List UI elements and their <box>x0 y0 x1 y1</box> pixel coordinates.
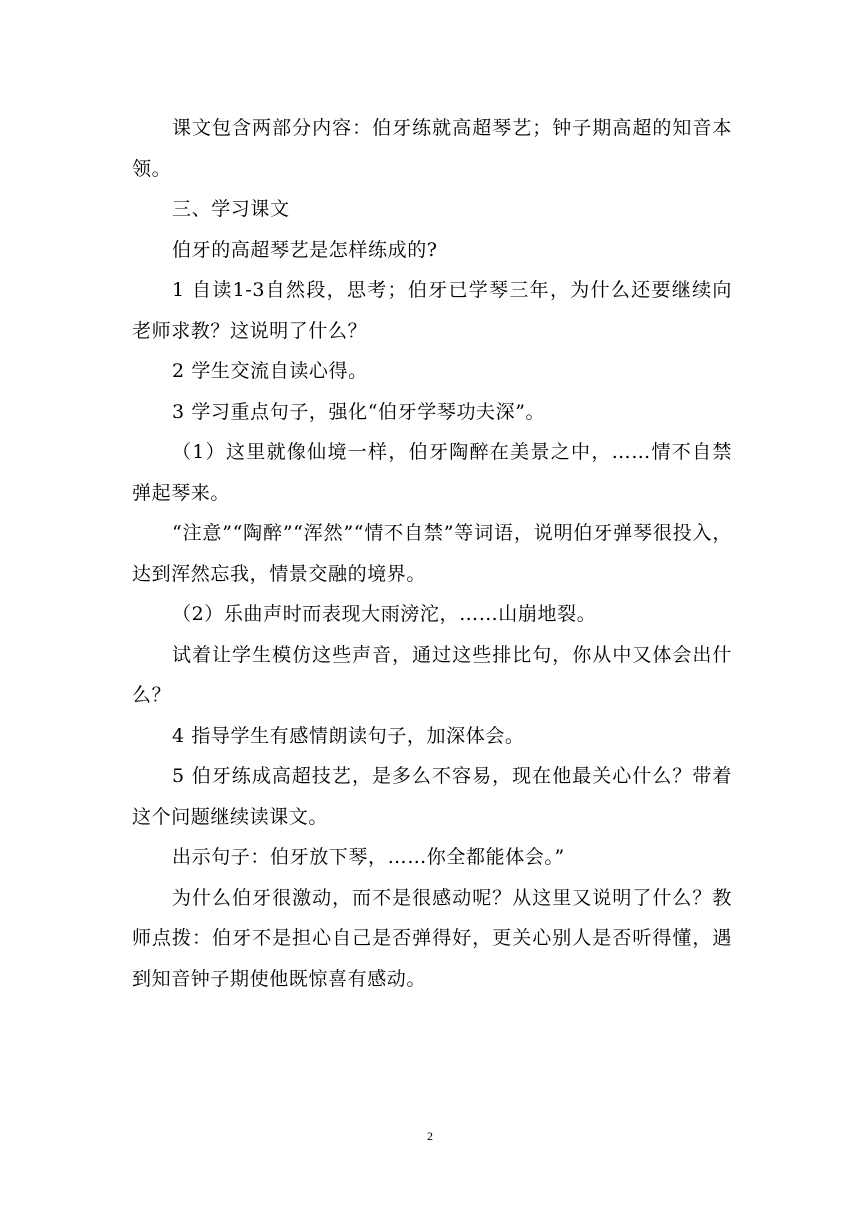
paragraph-imitation: 试着让学生模仿这些声音，通过这些排比句，你从中又体会出什么？ <box>132 643 732 706</box>
page-number: 2 <box>427 1129 433 1143</box>
document-body <box>132 108 732 999</box>
paragraph-content-summary: 课文包含两部分内容：伯牙练就高超琴艺；钟子期高超的知音本领。 <box>132 117 732 180</box>
paragraph-show-sentence: 出示句子：伯牙放下琴，……你全都能体会。” <box>172 846 565 868</box>
paragraph-step-1: 1 自读1-3自然段，思考；伯牙已学琴三年，为什么还要继续向老师求教？这说明了什么？ <box>132 279 732 342</box>
paragraph-step-4: 4 指导学生有感情朗读句子，加深体会。 <box>172 724 525 747</box>
section-heading: 三、学习课文 <box>172 198 290 220</box>
paragraph-word-analysis: “注意”“陶醉”“浑然”“情不自禁”等词语，说明伯牙弹琴很投入，达到浑然忘我，情景交融的境界。 <box>132 522 732 585</box>
paragraph-sentence-2: （2）乐曲声时而表现大雨滂沱，……山崩地裂。 <box>172 603 597 625</box>
paragraph-step-5: 5 伯牙练成高超技艺，是多么不容易，现在他最关心什么？带着这个问题继续读课文。 <box>132 765 732 828</box>
paragraph-sentence-1: （1）这里就像仙境一样，伯牙陶醉在美景之中，……情不自禁弹起琴来。 <box>132 441 732 504</box>
paragraph-teacher-guidance: 为什么伯牙很激动，而不是很感动呢？从这里又说明了什么？教师点拨：伯牙不是担心自己是否弹得好，更关心别人是否听得懂，遇到知音钟子期使他既惊喜有感动。 <box>132 886 732 990</box>
paragraph-step-3: 3 学习重点句子，强化“伯牙学琴功夫深”。 <box>172 400 546 423</box>
paragraph-question: 伯牙的高超琴艺是怎样练成的? <box>172 238 438 261</box>
paragraph-step-2: 2 学生交流自读心得。 <box>172 360 368 382</box>
